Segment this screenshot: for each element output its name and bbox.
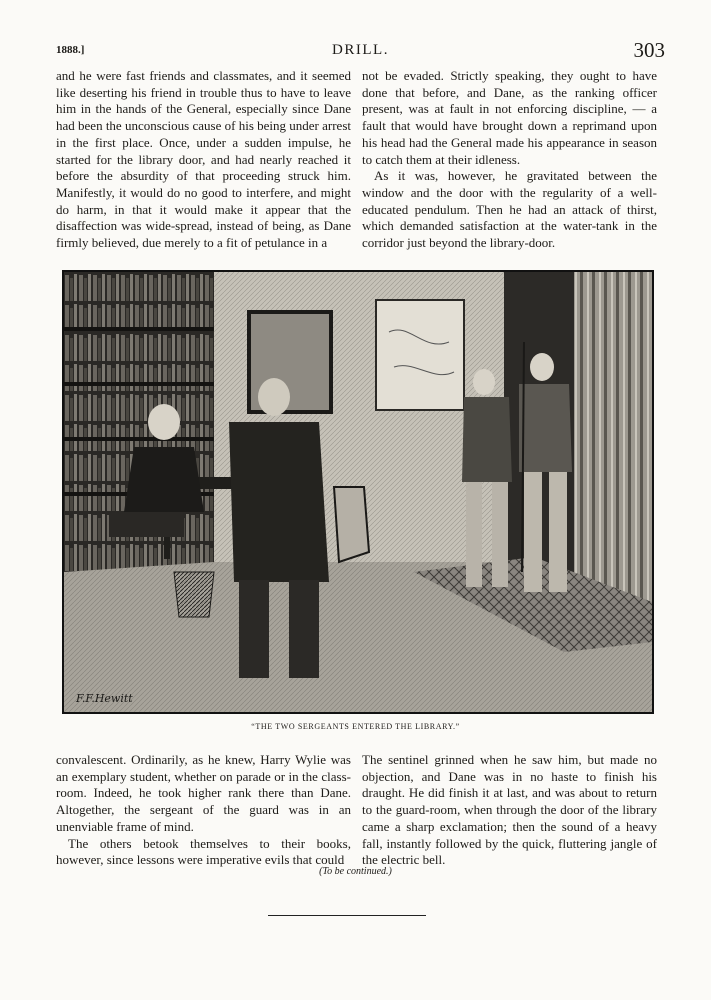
column-top-left xyxy=(56,68,351,252)
paragraph: not be evaded. Strictly speaking, they ought to have done that before, and Dane, as the ranking officer present, was at fault in not enforcing discipline, — a fault that would have brought down a reprimand upon his head had the General made his appearance in season to catch them at their idleness. xyxy=(362,68,657,167)
column-bottom-right xyxy=(362,752,657,869)
column-bottom-left xyxy=(56,752,351,869)
header-title: DRILL. xyxy=(332,42,389,58)
engraver-signature: F.F.Hewitt xyxy=(76,692,133,705)
paragraph: convalescent. Ordinarily, as he knew, Harry Wylie was an exemplary student, whether on parade or in the class-room. Indeed, he took higher rank there than Dane. Altogether, the sergeant of the guard was in an unenviable frame of mind. xyxy=(56,752,351,834)
engraving-illustration xyxy=(62,270,654,714)
illustration-caption: “THE TWO SERGEANTS ENTERED THE LIBRARY.” xyxy=(251,722,460,731)
column-top-right xyxy=(362,68,657,252)
library-scene-engraving xyxy=(64,272,652,712)
page-number: 303 xyxy=(633,38,665,62)
header-year: 1888.] xyxy=(56,44,85,56)
end-rule xyxy=(268,915,426,916)
paragraph: As it was, however, he gravitated between the window and the door with the regularity of a well-educated pendulum. Then he had an attack of thirst, which demanded satisfaction at the water-tank in the corridor just beyond the library-door. xyxy=(362,168,657,251)
paragraph: and he were fast friends and classmates, and it seemed like deserting his friend in trouble thus to have to leave him in the hands of the General, especially since Dane had been the unconscious cause of his being under arrest in the first place. Once, under a sudden impulse, he started for the library door, and had nearly reached it before the absurdity of that proceeding struck him. Manifestly, it would do no good to interfere, and might do harm, in that it would make it appear that the disaffection was wide-spread, instead of being, as Dane firmly believed, due merely to a fit of petulance in a xyxy=(56,68,351,251)
paragraph: The others betook themselves to their books, however, since lessons were imperative evils that could xyxy=(56,835,351,868)
paragraph: The sentinel grinned when he saw him, but made no objection, and Dane was in no haste to finish his draught. He did finish it at last, and was about to return to the guard-room, when through the door of the library came a sharp exclamation; then the sound of a heavy fall, instantly followed by the quick, fluttering jangle of the electric bell. xyxy=(362,752,657,868)
running-header xyxy=(56,38,665,62)
to-be-continued-note: (To be continued.) xyxy=(319,866,392,877)
